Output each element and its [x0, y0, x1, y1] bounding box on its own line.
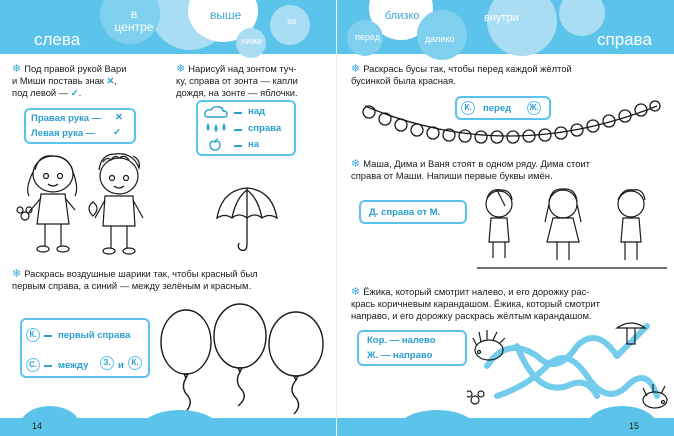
- cloud-icon: [204, 106, 228, 118]
- children-illustration: [15, 148, 160, 260]
- header-word-below: ниже: [241, 36, 263, 46]
- legend-left-hand: Левая рука —: [31, 128, 96, 139]
- task-line: Маша, Дима и Ваня стоят в одном ряду. Дима стоит: [363, 158, 590, 169]
- legend-and: и: [118, 360, 124, 371]
- rain-drops-icon: [204, 122, 228, 134]
- legend-dash: [234, 129, 242, 131]
- beads-illustration: [357, 98, 667, 158]
- hedgehog-maze-illustration: [467, 316, 673, 416]
- apple-icon: [208, 138, 222, 152]
- circle-label-red: К.: [128, 356, 142, 370]
- legend-between: между: [58, 360, 89, 371]
- page-number-left: 14: [32, 421, 43, 431]
- task-line: Нарисуй над зонтом туч-: [188, 63, 297, 74]
- legend-dash: [234, 112, 242, 114]
- cross-icon: ✕: [115, 112, 123, 123]
- task-line: дождя, на зонте — яблочки.: [176, 87, 298, 98]
- legend-first-right: первый справа: [58, 330, 131, 341]
- task-line: Ёжика, который смотрит налево, и его дорожку рас-: [363, 286, 590, 297]
- snowflake-icon: ❄: [12, 268, 22, 280]
- check-icon: ✓: [70, 87, 79, 98]
- task-1-text: ❄ Под правой рукой Вари и Миши поставь знак ✕, под левой — ✓.: [12, 63, 127, 98]
- circle-label-yellow: Ж.: [527, 101, 541, 115]
- snowflake-icon: ❄: [12, 63, 22, 75]
- task-1-legend: [24, 108, 136, 144]
- task-line: направо, и его дорожку раскрась жёлтым карандашом.: [351, 310, 592, 321]
- legend-before: перед: [483, 103, 512, 114]
- task-6-legend: [357, 330, 467, 366]
- header-word-close: близко: [385, 10, 420, 22]
- legend-dash: [234, 145, 242, 147]
- task-line: справа от Маши. Напиши первые буквы имён.: [351, 170, 553, 181]
- header-word-inside: внутри: [484, 12, 519, 24]
- legend-dash: [44, 365, 52, 367]
- task-2-text: [176, 63, 332, 99]
- page-number-right: 15: [629, 421, 640, 431]
- header-word-left: слева: [34, 30, 81, 49]
- task-3-text: [12, 268, 332, 292]
- task-line: бусинкой была красная.: [351, 75, 456, 86]
- circle-label-blue: С.: [26, 358, 40, 372]
- snowflake-icon: ❄: [351, 158, 361, 170]
- balloons-illustration: [160, 300, 330, 418]
- task-line: Под правой рукой Вари: [24, 63, 127, 74]
- legend-on: на: [248, 139, 260, 150]
- circle-label-red: К.: [26, 328, 40, 342]
- legend-right-of: справа: [248, 123, 282, 134]
- task-line: и Миши поставь знак: [12, 75, 104, 86]
- snowflake-icon: ❄: [351, 286, 361, 298]
- legend-dima-right-of-masha: Д. справа от М.: [369, 207, 441, 218]
- snowflake-icon: ❄: [351, 63, 361, 75]
- header-word-behind: за: [287, 16, 297, 26]
- footer-bubble: [20, 406, 80, 436]
- header-word-far: далеко: [425, 34, 455, 44]
- footer-bubble: [397, 410, 477, 436]
- task-line: Раскрась бусы так, чтобы перед каждой жёлтой: [363, 63, 572, 74]
- legend-brown-left: Кор. — налево: [367, 335, 436, 346]
- task-5-text: [351, 158, 671, 182]
- header-word-right: справа: [597, 30, 652, 49]
- circle-label-green: З.: [100, 356, 114, 370]
- task-line: крась коричневым карандашом. Ёжика, который смотрит: [351, 298, 600, 309]
- legend-right-hand: Правая рука —: [31, 113, 102, 124]
- circle-label-red: К.: [461, 101, 475, 115]
- three-children-illustration: [477, 186, 667, 270]
- snowflake-icon: ❄: [176, 63, 186, 75]
- check-icon: ✓: [113, 127, 121, 138]
- cross-icon: ✕: [106, 75, 115, 86]
- task-3-legend: [20, 318, 150, 378]
- legend-yellow-right: Ж. — направо: [367, 350, 433, 361]
- task-2-legend: [196, 100, 296, 156]
- task-5-legend: [359, 200, 467, 224]
- task-line: Раскрась воздушные шарики так, чтобы красный был: [24, 268, 258, 279]
- task-line: первым справа, а синий — между зелёным и красным.: [12, 280, 252, 291]
- task-line: под левой —: [12, 87, 69, 98]
- umbrella-illustration: [214, 186, 280, 254]
- header-word-front: перед: [355, 32, 380, 42]
- legend-above: над: [248, 106, 266, 117]
- header-word-above: выше: [210, 8, 242, 22]
- header-word-center: в центре: [114, 7, 154, 34]
- legend-dash: [44, 335, 52, 337]
- task-4-text: [351, 63, 671, 87]
- task-line: ку, справа от зонта — капли: [176, 75, 298, 86]
- page-right: [337, 0, 674, 436]
